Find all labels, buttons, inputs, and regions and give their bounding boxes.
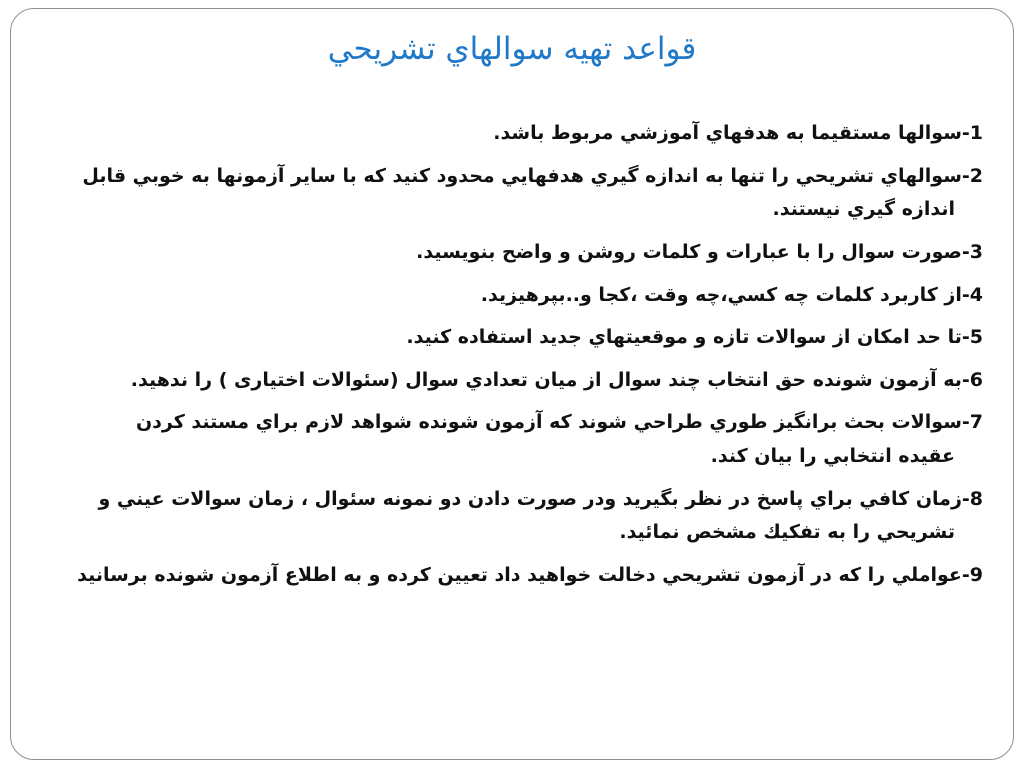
list-item <box>37 325 983 351</box>
list-item <box>37 368 983 394</box>
item-text: 8-زمان كافي براي پاسخ در نظر بگيريد ودر صورت دادن دو نمونه سئوال ، زمان سوالات عيني و <box>98 487 983 510</box>
item-text: 6-به آزمون شونده حق انتخاب چند سوال از ميان تعدادي سوال (سئوالات اختیاری ) را ندهيد. <box>130 368 983 391</box>
list-item <box>37 164 983 223</box>
list-item <box>37 121 983 147</box>
item-text: 5-تا حد امكان از سوالات تازه و موقعيتهاي جديد استفاده كنيد. <box>406 326 983 349</box>
item-continuation: تشريحي را به تفكيك مشخص نمائيد. <box>619 521 955 544</box>
item-text: 2-سوالهاي تشريحي را تنها به اندازه گيري هدفهايي محدود كنيد كه با ساير آزمونها به خوبي قابل <box>82 164 983 187</box>
item-text: 1-سوالها مستقيما به هدفهاي آموزشي مربوط باشد. <box>493 122 983 144</box>
list-item <box>37 487 983 546</box>
list-item <box>37 410 983 469</box>
item-continuation: اندازه گيري نيستند. <box>772 198 955 221</box>
slide-title: قواعد تهيه سوالهاي تشريحي <box>327 31 697 67</box>
item-continuation: عقيده انتخابي را بيان كند. <box>710 445 955 468</box>
slide-frame <box>10 8 1014 760</box>
item-text: 4-از كاربرد كلمات چه كسي،چه وقت ،كجا و..بپرهيزيد. <box>480 283 983 306</box>
item-text: 7-سوالات بحث برانگيز طوري طراحي شوند كه آزمون شونده شواهد لازم براي مستند كردن <box>135 411 983 434</box>
list-item <box>37 240 983 266</box>
list-item <box>37 283 983 309</box>
list-item <box>37 563 983 589</box>
rules-list <box>37 121 983 606</box>
item-text: 9-عواملي را كه در آزمون تشريحي دخالت خواهيد داد تعيين كرده و به اطلاع آزمون شونده برسانيد <box>77 564 983 587</box>
item-text: 3-صورت سوال را با عبارات و كلمات روشن و واضح بنويسيد. <box>416 240 983 263</box>
